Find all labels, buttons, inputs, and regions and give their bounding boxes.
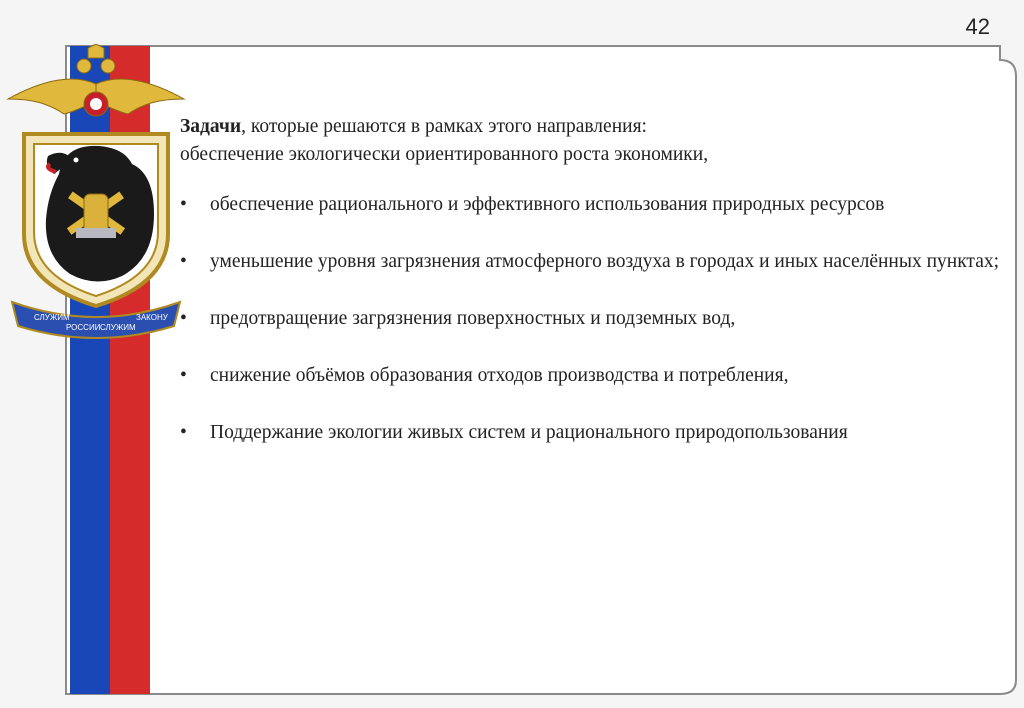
- list-item-text: снижение объёмов образования отходов производства и потребления,: [210, 365, 789, 386]
- bullet: •: [180, 308, 187, 329]
- list-item-text: обеспечение рационального и эффективного использования природных ресурсов: [210, 194, 885, 215]
- list-item: [180, 305, 1000, 333]
- bullet: •: [180, 251, 187, 272]
- intro-lead-rest: , которые решаются в рамках этого направления:: [241, 116, 647, 137]
- slide-content: [180, 113, 1000, 476]
- bullet: •: [180, 194, 187, 215]
- police-emblem-logo: [4, 44, 188, 344]
- page-number: 42: [965, 14, 990, 39]
- list-item: [180, 191, 1000, 219]
- list-item-text: уменьшение уровня загрязнения атмосферного воздуха в городах и иных населённых пунктах;: [210, 251, 1000, 272]
- ribbon-text: РОССИИ: [66, 323, 101, 332]
- list-item-text: Поддержание экологии живых систем и рационального природопользования: [210, 422, 848, 443]
- bullet: •: [180, 422, 187, 443]
- eagle-icon: [8, 44, 184, 116]
- ribbon-text: СЛУЖИМ: [100, 323, 136, 332]
- intro-paragraph: [180, 113, 1000, 169]
- list-item: [180, 362, 1000, 390]
- ribbon-text: СЛУЖИМ: [34, 313, 70, 322]
- intro-line-2: обеспечение экологически ориентированного роста экономики,: [180, 144, 709, 165]
- list-item-text: предотвращение загрязнения поверхностных и подземных вод,: [210, 308, 736, 329]
- bullet: •: [180, 365, 187, 386]
- list-item: [180, 248, 1000, 276]
- list-item: [180, 419, 1000, 447]
- intro-lead-bold: Задачи: [180, 116, 242, 137]
- task-list: [180, 191, 1000, 447]
- ribbon-text: ЗАКОНУ: [136, 313, 168, 322]
